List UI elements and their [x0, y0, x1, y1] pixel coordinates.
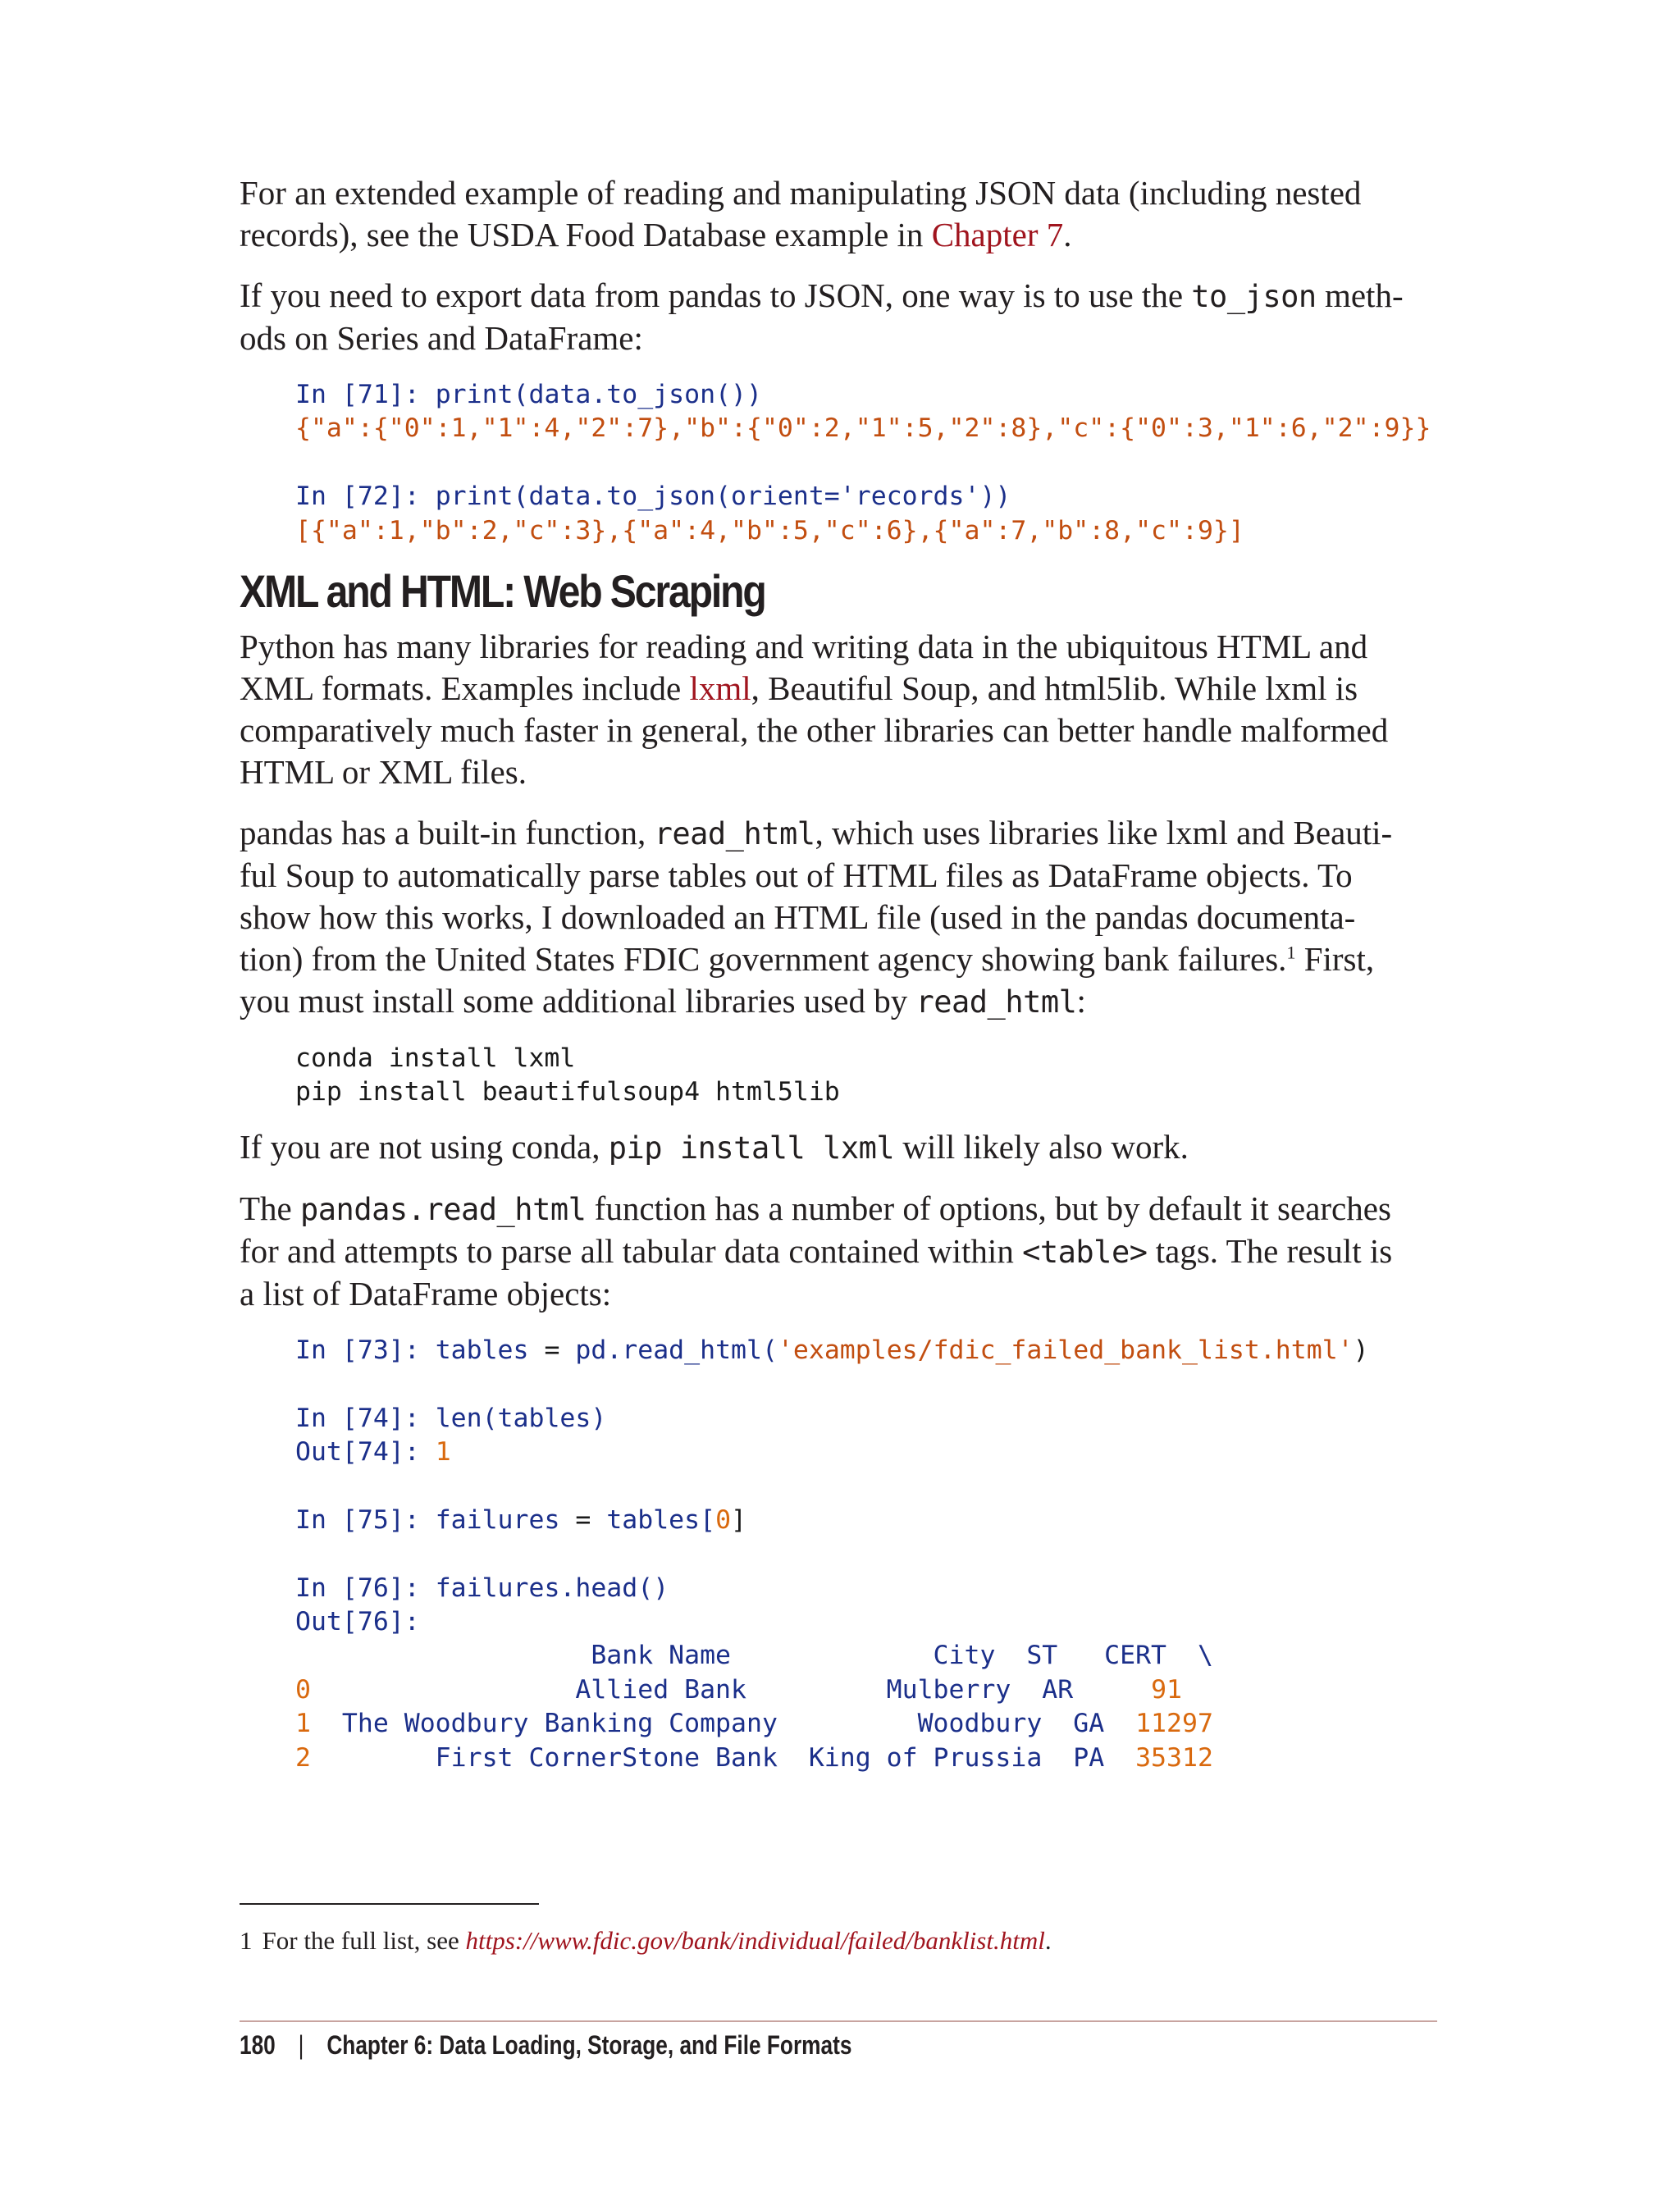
chapter-7-link[interactable]: Chapter 7	[931, 216, 1064, 253]
in-prompt: In [74]:	[295, 1403, 420, 1433]
dataframe-row	[295, 1673, 1437, 1707]
text-run: tags. The result is	[1147, 1231, 1393, 1270]
code-output: [{"a":1,"b":2,"c":3},{"a":4,"b":5,"c":6},{"a":7,"b":8,"c":9}]	[295, 515, 1244, 546]
footer-divider	[240, 2020, 1437, 2022]
in-prompt: In [73]:	[295, 1335, 420, 1365]
in-prompt: In [71]:	[295, 380, 420, 409]
code-text: )	[1353, 1335, 1369, 1365]
code-string: 'examples/fdic_failed_bank_list.html'	[777, 1335, 1354, 1365]
text-run: , Beautiful Soup, and html5lib. While lxml is	[751, 669, 1358, 708]
dataframe-row	[295, 1707, 1437, 1741]
footnote-end: .	[1044, 1926, 1052, 1955]
text-line: ods on Series and DataFrame:	[240, 319, 643, 357]
code-operator: =	[559, 1504, 607, 1535]
paragraph-read-html	[240, 812, 1437, 1023]
dataframe-row	[295, 1742, 1437, 1775]
fdic-url-link[interactable]: https://www.fdic.gov/bank/individual/failed/banklist.html	[465, 1926, 1045, 1955]
row-cert: 35312	[1135, 1742, 1213, 1773]
code-block-to-json	[295, 378, 1437, 548]
footnote-number: 1	[240, 1926, 253, 1955]
code-text: len(tables)	[435, 1403, 607, 1433]
out-prompt: Out[76]:	[295, 1607, 420, 1637]
footer-separator: |	[298, 2030, 304, 2060]
paragraph-json-example	[240, 172, 1437, 256]
text-run: pandas has a built-in function,	[240, 814, 655, 852]
text-run: you must install some additional libraries used by	[240, 982, 916, 1020]
code-block-read-html	[295, 1334, 1437, 1775]
text-line: ful Soup to automatically parse tables out of HTML files as DataFrame objects. To	[240, 856, 1353, 895]
code-number: 0	[715, 1504, 732, 1535]
footnote-ref[interactable]: 1	[1286, 942, 1296, 963]
text-line: show how this works, I downloaded an HTML file (used in the pandas documenta-	[240, 898, 1356, 937]
code-output: 1	[435, 1437, 451, 1468]
text-run: First,	[1295, 940, 1375, 979]
text-run: XML formats. Examples include	[240, 669, 690, 708]
row-cells: First CornerStone Bank King of Prussia PA	[310, 1742, 1136, 1773]
text-run: :	[1076, 982, 1086, 1020]
text-run: The	[240, 1189, 300, 1227]
code-line: conda install lxml	[295, 1043, 576, 1074]
paragraph-libraries	[240, 626, 1437, 793]
paragraph-export-json	[240, 275, 1437, 359]
code-output: {"a":{"0":1,"1":4,"2":7},"b":{"0":2,"1":5,"2":8},"c":{"0":3,"1":6,"2":9}}	[295, 413, 1431, 444]
paragraph-pip	[240, 1126, 1437, 1169]
row-cert: 11297	[1135, 1709, 1213, 1739]
row-cert: 91	[1151, 1674, 1182, 1705]
code-text: pd.read_html(	[575, 1335, 778, 1365]
text-run: will likely also work.	[894, 1127, 1189, 1166]
footnote-text: For the full list, see	[262, 1926, 466, 1955]
text-line: a list of DataFrame objects:	[240, 1274, 612, 1312]
inline-code: read_html	[654, 816, 815, 852]
paragraph-read-html-options	[240, 1188, 1437, 1315]
text-run: If you need to export data from pandas to JSON, one way is to use the	[240, 276, 1192, 314]
row-index: 2	[295, 1742, 311, 1773]
inline-code: pip install lxml	[608, 1130, 895, 1166]
page-number: 180	[240, 2030, 276, 2060]
text-run: tion) from the United States FDIC government agency showing bank failures.	[240, 940, 1287, 979]
text-run: function has a number of options, but by default it searches	[586, 1189, 1391, 1227]
page-content	[240, 172, 1437, 1792]
lxml-link[interactable]: lxml	[689, 669, 751, 708]
section-heading: XML and HTML: Web Scraping	[240, 565, 765, 618]
code-operator: =	[528, 1335, 576, 1365]
text-run: for and attempts to parse all tabular data contained within	[240, 1231, 1023, 1270]
inline-code: to_json	[1191, 279, 1317, 314]
text-line: For an extended example of reading and manipulating JSON data (including nested	[240, 174, 1362, 212]
text-run: .	[1063, 216, 1072, 253]
code-text: failures	[435, 1504, 560, 1535]
row-cells: Allied Bank Mulberry AR	[310, 1674, 1152, 1705]
page-footer	[240, 2030, 851, 2061]
row-index: 0	[295, 1674, 311, 1705]
inline-code: read_html	[915, 984, 1077, 1020]
code-text: print(data.to_json())	[435, 380, 762, 409]
footnote-divider	[240, 1903, 539, 1905]
footnote	[240, 1924, 1052, 1957]
row-cells: The Woodbury Banking Company Woodbury GA	[310, 1709, 1136, 1739]
in-prompt: In [76]:	[295, 1573, 420, 1603]
out-prompt: Out[74]:	[295, 1437, 420, 1468]
code-text: print(data.to_json(orient='records'))	[435, 482, 1011, 512]
row-index: 1	[295, 1709, 311, 1739]
code-block-install	[295, 1042, 1437, 1110]
code-text: tables[	[606, 1504, 716, 1535]
text-run: If you are not using conda,	[240, 1127, 609, 1166]
text-run: , which uses libraries like lxml and Beauti-	[815, 814, 1393, 852]
inline-code: <table>	[1022, 1234, 1148, 1270]
chapter-title: Chapter 6: Data Loading, Storage, and File Formats	[326, 2030, 852, 2060]
text-line: Python has many libraries for reading and writing data in the ubiquitous HTML and	[240, 628, 1368, 666]
text-run: meth-	[1316, 276, 1404, 314]
dataframe-header: Bank Name City ST CERT \	[295, 1641, 1213, 1671]
text-line: comparatively much faster in general, the other libraries can better handle malformed	[240, 711, 1389, 750]
text-line: HTML or XML files.	[240, 753, 527, 792]
in-prompt: In [72]:	[295, 482, 420, 512]
code-text: tables	[435, 1335, 529, 1365]
inline-code: pandas.read_html	[300, 1191, 587, 1227]
text-run: records), see the USDA Food Database example in	[240, 216, 932, 253]
code-line: pip install beautifulsoup4 html5lib	[295, 1077, 840, 1107]
code-text: failures.head()	[435, 1573, 669, 1603]
in-prompt: In [75]:	[295, 1504, 420, 1535]
code-text: ]	[731, 1504, 747, 1535]
